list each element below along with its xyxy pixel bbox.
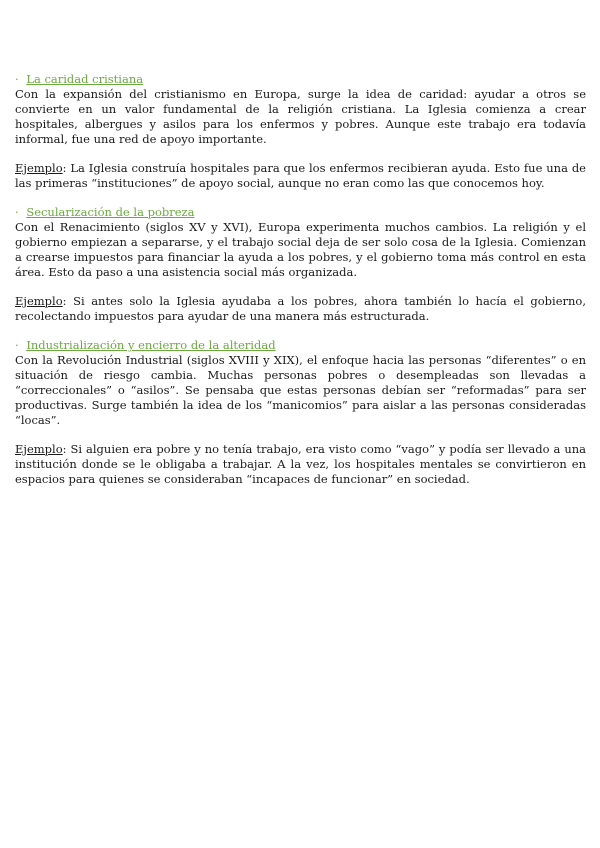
bullet: ·: [15, 205, 19, 219]
section-title: Industrialización y encierro de la alteridad: [26, 338, 276, 352]
document-page: [15, 72, 586, 501]
example-label: Ejemplo: [15, 442, 63, 456]
bullet: ·: [15, 338, 19, 352]
example-label: Ejemplo: [15, 161, 63, 175]
example-paragraph: [15, 161, 586, 191]
section-title: La caridad cristiana: [26, 72, 144, 86]
example-paragraph: [15, 294, 586, 324]
example-text: : Si antes solo la Iglesia ayudaba a los pobres, ahora también lo hacía el gobierno, recolectando impuestos para ayudar de una manera más estructurada.: [15, 294, 586, 323]
section-body: Con la expansión del cristianismo en Europa, surge la idea de caridad: ayudar a otros se convierte en un valor fundamental de la religión cristiana. La Iglesia comienza a crear hospitales, albergues y asilos para los enfermos y pobres. Aunque este trabajo era todavía informal, fue una red de apoyo importante.: [15, 87, 586, 146]
example-text: : Si alguien era pobre y no tenía trabajo, era visto como “vago” y podía ser llevado a una institución donde se le obligaba a trabajar. A la vez, los hospitales mentales se convirtieron en espacios para quienes se consideraban “incapaces de funcionar” en sociedad.: [15, 442, 586, 486]
section-heading: [15, 72, 586, 87]
section-heading: [15, 205, 586, 220]
section-body: Con la Revolución Industrial (siglos XVIII y XIX), el enfoque hacia las personas “diferentes” o en situación de riesgo cambia. Muchas personas pobres o desempleadas son llevadas a “correccionales” o “asilos”. Se pensaba que estas personas debían ser “reformadas” para ser productivas. Surge también la idea de los “manicomios” para aislar a las personas consideradas “locas”.: [15, 353, 586, 427]
section-body: Con el Renacimiento (siglos XV y XVI), Europa experimenta muchos cambios. La religión y el gobierno empiezan a separarse, y el trabajo social deja de ser solo cosa de la Iglesia. Comienzan a crearse impuestos para financiar la ayuda a los pobres, y el gobierno toma más control en esta área. Esto da paso a una asistencia social más organizada.: [15, 220, 586, 279]
bullet: ·: [15, 72, 19, 86]
example-paragraph: [15, 442, 586, 487]
section-caridad-cristiana: [15, 72, 586, 191]
section-industrializacion: [15, 338, 586, 487]
section-secularizacion: [15, 205, 586, 324]
section-title: Secularización de la pobreza: [26, 205, 195, 219]
example-label: Ejemplo: [15, 294, 63, 308]
example-text: : La Iglesia construía hospitales para que los enfermos recibieran ayuda. Esto fue una de las primeras “instituciones” de apoyo social, aunque no eran como las que conocemos hoy.: [15, 161, 586, 190]
section-heading: [15, 338, 586, 353]
